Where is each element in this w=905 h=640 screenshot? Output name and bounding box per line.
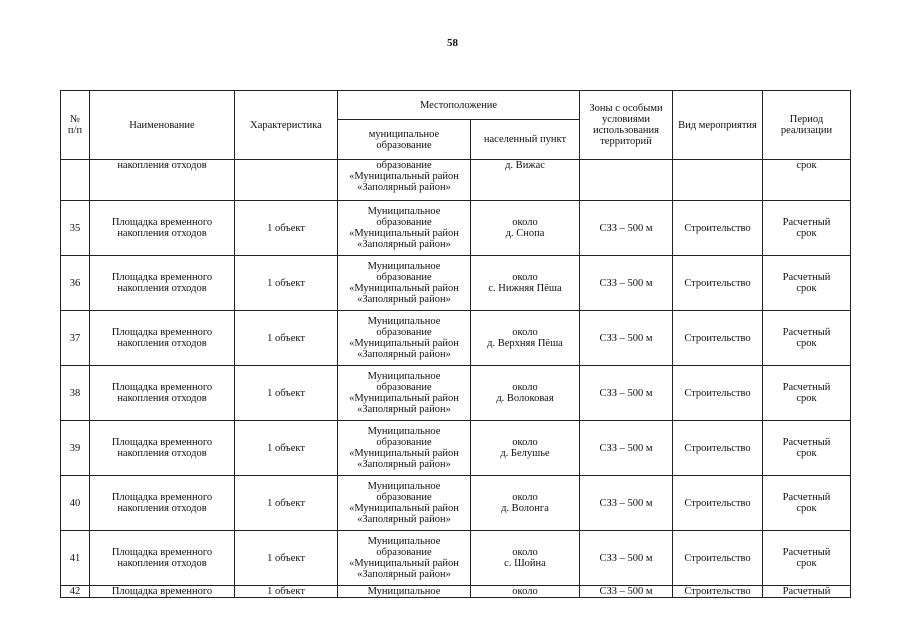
cell-num: 35 <box>61 201 90 256</box>
muni-line: «Муниципальный район <box>349 558 459 569</box>
cell-period <box>763 311 851 366</box>
cell-settlement <box>471 421 580 476</box>
page-number: 58 <box>447 37 458 49</box>
settlement-line: с. Нижняя Пёша <box>488 283 562 294</box>
muni-line: «Муниципальный район <box>349 283 459 294</box>
cell-name <box>90 421 235 476</box>
data-table <box>60 90 851 598</box>
cell-name <box>90 366 235 421</box>
cell-num: 42 <box>61 586 90 598</box>
table-row <box>61 366 851 421</box>
muni-line: «Заполярный район» <box>357 569 451 580</box>
cell-name <box>90 311 235 366</box>
muni-line: образование <box>376 437 432 448</box>
cell-name <box>90 531 235 586</box>
cell-num: 37 <box>61 311 90 366</box>
header-activity: Вид мероприятия <box>673 91 763 160</box>
muni-line: Муниципальное <box>367 426 441 437</box>
cell-settlement <box>471 256 580 311</box>
name-line: Площадка временного <box>111 492 213 503</box>
cell-activity: Строительство <box>673 256 763 311</box>
cell-characteristic: 1 объект <box>235 201 338 256</box>
period-line: срок <box>796 338 817 349</box>
cell-characteristic: 1 объект <box>235 421 338 476</box>
cell-name <box>90 476 235 531</box>
muni-line: «Муниципальный район <box>349 503 459 514</box>
cell-num: 39 <box>61 421 90 476</box>
cell-municipality <box>338 311 471 366</box>
period-line: Расчетный <box>782 272 831 283</box>
cell-zones: СЗЗ – 500 м <box>580 531 673 586</box>
cell-name: накопления отходов <box>90 160 235 201</box>
cell-characteristic: 1 объект <box>235 256 338 311</box>
cell-activity: Строительство <box>673 476 763 531</box>
muni-line: Муниципальное <box>367 261 441 272</box>
name-line: накопления отходов <box>117 448 207 459</box>
table-row <box>61 476 851 531</box>
period-line: Расчетный <box>782 547 831 558</box>
cell-period: Расчетный <box>763 586 851 598</box>
cell-num: 40 <box>61 476 90 531</box>
period-line: срок <box>796 503 817 514</box>
name-line: накопления отходов <box>117 503 207 514</box>
cell-municipality <box>338 201 471 256</box>
name-line: накопления отходов <box>117 283 207 294</box>
cell-activity: Строительство <box>673 421 763 476</box>
settlement-line: около <box>512 272 538 283</box>
cell-characteristic <box>235 160 338 201</box>
muni-line: «Муниципальный район <box>349 171 459 182</box>
period-line: срок <box>796 448 817 459</box>
name-line: накопления отходов <box>117 393 207 404</box>
muni-line: «Заполярный район» <box>357 182 451 193</box>
muni-line: Муниципальное <box>367 371 441 382</box>
name-line: Площадка временного <box>111 272 213 283</box>
muni-line: «Муниципальный район <box>349 448 459 459</box>
table-row-continuation <box>61 160 851 201</box>
settlement-line: д. Снопа <box>505 228 545 239</box>
cell-settlement <box>471 201 580 256</box>
settlement-line: д. Верхняя Пёша <box>487 338 563 349</box>
cell-num <box>61 160 90 201</box>
cell-municipality <box>338 476 471 531</box>
muni-line: «Муниципальный район <box>349 228 459 239</box>
cell-zones <box>580 160 673 201</box>
header-name: Наименование <box>90 91 235 160</box>
cell-zones: СЗЗ – 500 м <box>580 256 673 311</box>
cell-municipality <box>338 366 471 421</box>
period-line: срок <box>796 228 817 239</box>
cell-name <box>90 201 235 256</box>
table-row <box>61 256 851 311</box>
header-characteristic: Характеристика <box>235 91 338 160</box>
muni-line: «Муниципальный район <box>349 393 459 404</box>
muni-line: образование <box>376 217 432 228</box>
cell-period <box>763 421 851 476</box>
name-line: Площадка временного <box>111 437 213 448</box>
muni-line: «Заполярный район» <box>357 514 451 525</box>
name-line: Площадка временного <box>111 327 213 338</box>
cell-zones: СЗЗ – 500 м <box>580 201 673 256</box>
table-row <box>61 201 851 256</box>
period-line: срок <box>796 283 817 294</box>
period-line: срок <box>796 558 817 569</box>
muni-line: образование <box>376 547 432 558</box>
table-row <box>61 311 851 366</box>
settlement-line: д. Белушье <box>500 448 550 459</box>
settlement-line: д. Волонга <box>501 503 549 514</box>
header-zones: Зоны с особыми условиями использования территорий <box>580 91 673 160</box>
header-settlement: населенный пункт <box>471 120 580 160</box>
muni-line: образование <box>376 382 432 393</box>
cell-num: 41 <box>61 531 90 586</box>
period-line: Расчетный <box>782 217 831 228</box>
cell-settlement: около <box>471 586 580 598</box>
muni-line: образование <box>376 272 432 283</box>
muni-line: «Муниципальный район <box>349 338 459 349</box>
period-line: срок <box>796 393 817 404</box>
cell-zones: СЗЗ – 500 м <box>580 366 673 421</box>
name-line: Площадка временного <box>111 382 213 393</box>
muni-line: «Заполярный район» <box>357 294 451 305</box>
period-line: Расчетный <box>782 382 831 393</box>
cell-municipality <box>338 531 471 586</box>
name-line: Площадка временного <box>111 547 213 558</box>
settlement-line: около <box>512 382 538 393</box>
cell-settlement <box>471 366 580 421</box>
cell-zones: СЗЗ – 500 м <box>580 311 673 366</box>
name-line: накопления отходов <box>117 558 207 569</box>
cell-settlement <box>471 531 580 586</box>
settlement-line: около <box>512 547 538 558</box>
cell-period: срок <box>763 160 851 201</box>
cell-settlement <box>471 311 580 366</box>
muni-line: образование <box>376 160 432 171</box>
settlement-line: около <box>512 437 538 448</box>
period-line: Расчетный <box>782 437 831 448</box>
cell-period <box>763 366 851 421</box>
settlement-line: д. Волоковая <box>496 393 554 404</box>
cell-municipality <box>338 256 471 311</box>
settlement-line: около <box>512 217 538 228</box>
cell-num: 38 <box>61 366 90 421</box>
cell-activity: Строительство <box>673 586 763 598</box>
name-line: накопления отходов <box>117 338 207 349</box>
muni-line: «Заполярный район» <box>357 239 451 250</box>
muni-line: «Заполярный район» <box>357 349 451 360</box>
cell-name <box>90 256 235 311</box>
cell-settlement: д. Вижас <box>471 160 580 201</box>
period-line: Расчетный <box>782 492 831 503</box>
name-line: накопления отходов <box>117 228 207 239</box>
muni-line: Муниципальное <box>367 481 441 492</box>
cell-characteristic: 1 объект <box>235 586 338 598</box>
muni-line: Муниципальное <box>367 316 441 327</box>
cell-settlement <box>471 476 580 531</box>
cell-period <box>763 531 851 586</box>
settlement-line: с. Шойна <box>504 558 546 569</box>
settlement-line: около <box>512 492 538 503</box>
cell-municipality <box>338 160 471 201</box>
header-municipality: муниципальное образование <box>338 120 471 160</box>
table-row <box>61 421 851 476</box>
cell-characteristic: 1 объект <box>235 366 338 421</box>
cell-activity <box>673 160 763 201</box>
header-row-1 <box>61 91 851 120</box>
cell-municipality: Муниципальное <box>338 586 471 598</box>
cell-zones: СЗЗ – 500 м <box>580 586 673 598</box>
cell-period <box>763 256 851 311</box>
table-row <box>61 531 851 586</box>
cell-municipality <box>338 421 471 476</box>
header-location: Местоположение <box>338 91 580 120</box>
cell-zones: СЗЗ – 500 м <box>580 476 673 531</box>
cell-activity: Строительство <box>673 201 763 256</box>
muni-line: Муниципальное <box>367 206 441 217</box>
cell-characteristic: 1 объект <box>235 311 338 366</box>
muni-line: образование <box>376 327 432 338</box>
cell-period <box>763 476 851 531</box>
table-row-last <box>61 586 851 598</box>
cell-name: Площадка временного <box>90 586 235 598</box>
cell-zones: СЗЗ – 500 м <box>580 421 673 476</box>
cell-num: 36 <box>61 256 90 311</box>
muni-line: «Заполярный район» <box>357 404 451 415</box>
cell-activity: Строительство <box>673 366 763 421</box>
cell-period <box>763 201 851 256</box>
cell-characteristic: 1 объект <box>235 531 338 586</box>
cell-characteristic: 1 объект <box>235 476 338 531</box>
settlement-line: около <box>512 327 538 338</box>
cell-activity: Строительство <box>673 531 763 586</box>
muni-line: образование <box>376 492 432 503</box>
cell-activity: Строительство <box>673 311 763 366</box>
period-line: Расчетный <box>782 327 831 338</box>
muni-line: «Заполярный район» <box>357 459 451 470</box>
header-num: № п/п <box>61 91 90 160</box>
header-period: Период реализации <box>763 91 851 160</box>
name-line: Площадка временного <box>111 217 213 228</box>
muni-line: Муниципальное <box>367 536 441 547</box>
